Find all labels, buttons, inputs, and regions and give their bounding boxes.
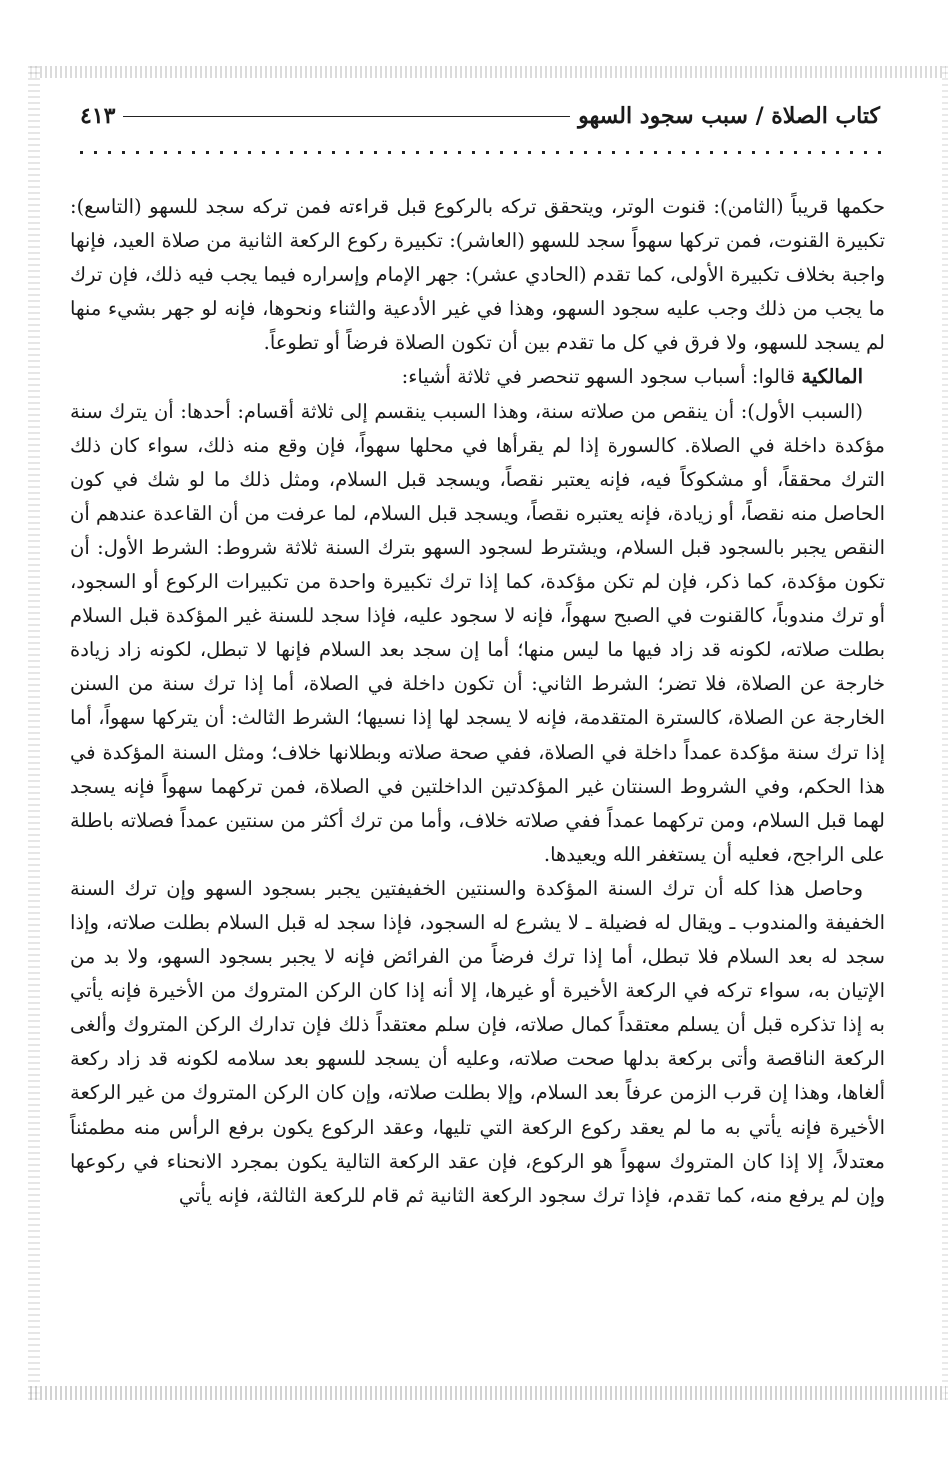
paragraph: (السبب الأول): أن ينقص من صلاته سنة، وهذا السبب ينقسم إلى ثلاثة أقسام: أحدها: أن يترك سنة مؤكدة داخلة في الصلاة. كالسورة إذا لم يقرأها في محلها سهواً، فإن وقع منه ذلك، سواء كان ذلك الترك محققاً، أو مشكوكاً فيه، فإنه يعتبر نقصاً، ويسجد قبل السلام، ومثل ذلك ما لو شك في كون الحاصل منه نقصاً، أو زيادة، فإنه يعتبره نقصاً، ويسجد قبل السلام، لما عرفت من أن القاعدة عندهم أن النقص يجبر بالسجود قبل السلام، ويشترط لسجود السهو بترك السنة ثلاثة شروط: الشرط الأول: أن تكون مؤكدة، كما ذكر، فإن لم تكن مؤكدة، كما إذا ترك تكبيرة واحدة من تكبيرات الركوع أو السجود، أو ترك مندوباً، كالقنوت في الصبح سهواً، فإنه لا سجود عليه، فإذا سجد للسنة غير المؤكدة قبل السلام بطلت صلاته، لكونه قد زاد فيها ما ليس منها؛ أما إن سجد بعد السلام فإنها لا تبطل، لكونه زاد زيادة خارجة عن الصلاة، فلا تضر؛ الشرط الثاني: أن تكون داخلة في الصلاة، أما إذا ترك سنة من السنن الخارجة عن الصلاة، كالسترة المتقدمة، فإنه لا يسجد لها إذا نسيها؛ الشرط الثالث: أن يتركها سهواً، أما إذا ترك سنة مؤكدة عمداً داخلة في الصلاة، ففي صحة صلاته وبطلانها خلاف؛ ومثل السنة المؤكدة في هذا الحكم، وفي الشروط السنتان غير المؤكدتين الداخلتين في الصلاة، فمن تركهما سهواً فإنه يسجد لهما قبل السلام، ومن تركهما عمداً ففي صلاته خلاف، وأما من ترك أكثر من سنتين عمداً فصلاته باطلة على الراجح، فعليه أن يستغفر الله ويعيدها. bbox=[70, 399, 885, 866]
dotted-separator bbox=[80, 150, 882, 156]
page-number: ٤١٣ bbox=[80, 103, 116, 129]
paragraph: وحاصل هذا كله أن ترك السنة المؤكدة والسنتين الخفيفتين يجبر بسجود السهو وإن ترك السنة الخفيفة والمندوب ـ ويقال له فضيلة ـ لا يشرع له السجود، فإذا سجد له قبل السلام بطلت صلاته، وإذا سجد له بعد السلام فلا تبطل، أما إذا ترك فرضاً من الفرائض فإنه لا يجبر بسجود السهو، ولا بد من الإتيان به، سواء تركه في الركعة الأخيرة أو غيرها، إلا أنه إذا كان الركن المتروك من الأخيرة فإنه يأتي به إذا تذكره قبل أن يسلم معتقداً كمال صلاته، فإن سلم معتقداً ذلك فإن تدارك الركن المتروك وألغى الركعة الناقصة وأتى بركعة بدلها صحت صلاته، وعليه أن يسجد للسهو بعد سلامه لكونه قد زاد ركعة ألغاها، وهذا إن قرب الزمن عرفاً بعد السلام، وإلا بطلت صلاته، وإن كان الركن المتروك من غير الركعة الأخيرة فإنه يأتي به ما لم يعقد ركوع الركعة التي تليها، وعقد الركوع يكون برفع الرأس منه مطمئناً معتدلاً، إلا إذا كان المتروك سهواً هو الركوع، فإن عقد الركعة التالية يكون بمجرد الانحناء في ركوعها وإن لم يرفع منه، كما تقدم، فإذا ترك سجود الركعة الثانية ثم قام للركعة الثالثة، فإنه يأتي bbox=[70, 876, 885, 1207]
main-text bbox=[70, 190, 885, 1213]
malikiyya-heading-paragraph bbox=[70, 360, 885, 394]
running-header bbox=[80, 103, 880, 137]
page-border-top bbox=[30, 66, 946, 78]
header-rule bbox=[123, 115, 570, 117]
madhhab-label: المالكية bbox=[801, 365, 863, 389]
paragraph: حكمها قريباً (الثامن): قنوت الوتر، ويتحقق تركه بالركوع قبل قراءته فمن تركه سجد للسهو (التاسع): تكبيرة القنوت، فمن تركها سهواً سجد للسهو (العاشر): تكبيرة ركوع الركعة الثانية من صلاة العيد، فإنها واجبة بخلاف تكبيرة الأولى، كما تقدم (الحادي عشر): جهر الإمام وإسراره فيما يجب فيه ذلك، فإن ترك ما يجب من ذلك وجب عليه سجود السهو، وهذا في غير الأدعية والثناء ونحوها، فإنه لو جهر بشيء منها لم يسجد للسهو، ولا فرق في كل ما تقدم بين أن تكون الصلاة فرضاً أو تطوعاً. bbox=[70, 195, 885, 355]
page-border-right bbox=[942, 66, 948, 1400]
page-border-bottom bbox=[30, 1386, 946, 1400]
page-border-left bbox=[28, 66, 40, 1400]
chapter-title: كتاب الصلاة / سبب سجود السهو bbox=[578, 103, 880, 129]
madhhab-text: قالوا: أسباب سجود السهو تنحصر في ثلاثة أشياء: bbox=[401, 365, 796, 389]
